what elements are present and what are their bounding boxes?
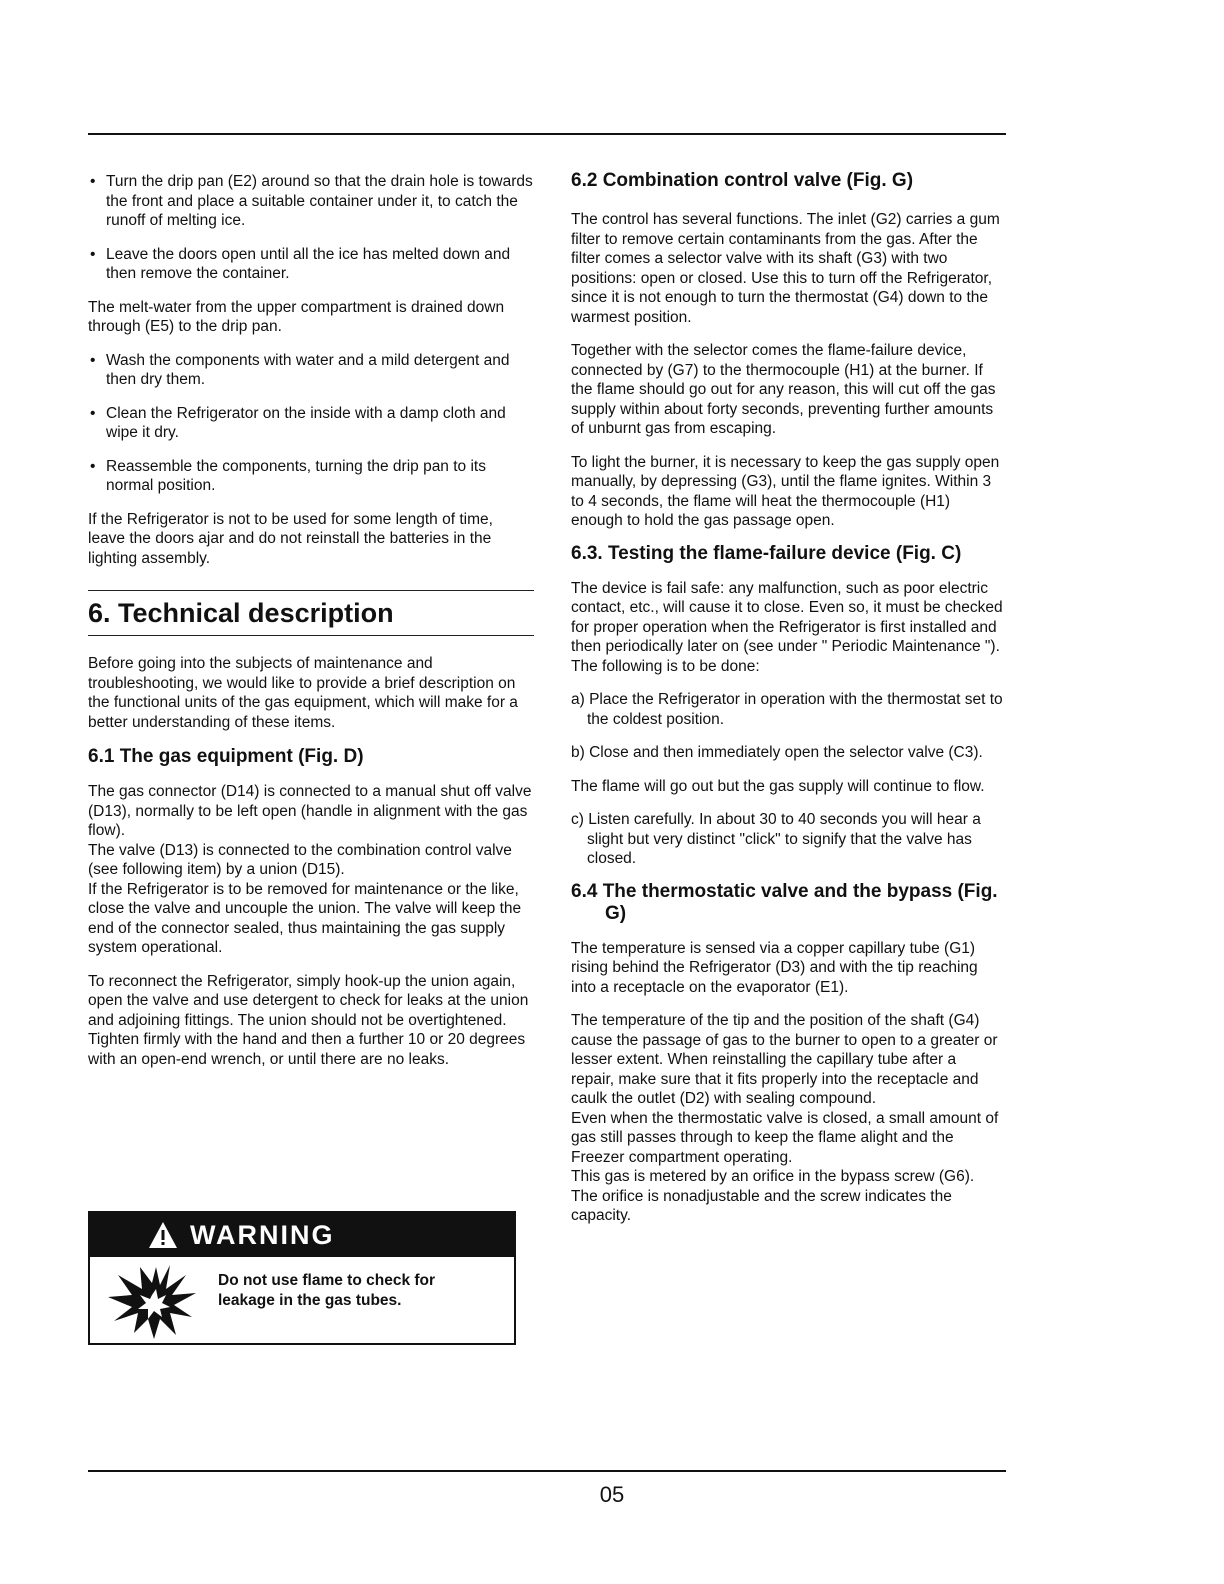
right-column xyxy=(571,170,1003,1226)
paragraph: The flame will go out but the gas supply will continue to flow. xyxy=(571,777,985,795)
paragraph: Even when the thermostatic valve is closed, a small amount of gas still passes through to keep the flame alight and the Freezer compartment operating. xyxy=(571,1109,999,1166)
warning-title: WARNING xyxy=(190,1219,335,1250)
step-c: c) Listen carefully. In about 30 to 40 seconds you will hear a slight but very distinct "click" to signify that the valve has closed. xyxy=(571,811,981,867)
step-a: a) Place the Refrigerator in operation with the thermostat set to the coldest position. xyxy=(571,691,1003,728)
warning-header xyxy=(90,1213,514,1257)
paragraph-meltwater: The melt-water from the upper compartment is drained down through (E5) to the drip pan. xyxy=(88,298,505,335)
paragraph: The gas connector (D14) is connected to a manual shut off valve (D13), normally to be left open (handle in alignment with the gas flow). xyxy=(88,783,532,839)
heading-6-1: 6.1 The gas equipment (Fig. D) xyxy=(88,746,364,767)
paragraph-intro: Before going into the subjects of maintenance and troubleshooting, we would like to provide a brief description on the functional units of the gas equipment, which will make for a better understanding of these items. xyxy=(88,655,518,731)
paragraph: If the Refrigerator is to be removed for maintenance or the like, close the valve and uncouple the union. The valve will keep the end of the connector sealed, thus maintaining the gas supply system operational. xyxy=(88,880,522,956)
left-column xyxy=(88,172,534,1083)
paragraph: The temperature is sensed via a copper capillary tube (G1) rising behind the Refrigerator (D3) and with the tip reaching into a receptacle on the evaporator (E1). xyxy=(571,939,978,996)
page-number: 05 xyxy=(599,1482,625,1507)
paragraph: To reconnect the Refrigerator, simply hook-up the union again, open the valve and use detergent to check for leaks at the union and adjoining fittings. The union should not be overtightened. Tighten firmly with the hand and then a further 10 or 20 degrees with an open-end wrench, or until there are no leaks. xyxy=(88,972,529,1068)
list-item: • Turn the drip pan (E2) around so that the drain hole is towards the front and place a suitable container under it, to catch the runoff of melting ice. xyxy=(88,172,534,231)
section-title-box xyxy=(88,590,534,636)
paragraph: The device is fail safe: any malfunction, such as poor electric contact, etc., will cause it to close. Even so, it must be checked for proper operation when the Refrigerator is first installed and then periodically later on (see under " Periodic Maintenance "). The following is to be done: xyxy=(571,579,1003,675)
bottom-rule xyxy=(88,1470,1006,1472)
heading-6-4: 6.4 The thermostatic valve and the bypass (Fig. G) xyxy=(571,880,998,924)
heading-6-3: 6.3. Testing the flame-failure device (Fig. C) xyxy=(571,542,962,564)
list-item: • Wash the components with water and a mild detergent and then dry them. xyxy=(88,351,534,390)
heading-6-2: 6.2 Combination control valve (Fig. G) xyxy=(571,170,914,191)
step-b: b) Close and then immediately open the selector valve (C3). xyxy=(571,744,983,761)
list-item: • Clean the Refrigerator on the inside with a damp cloth and wipe it dry. xyxy=(88,404,534,443)
top-rule xyxy=(88,133,1006,135)
paragraph: The temperature of the tip and the position of the shaft (G4) cause the passage of gas to the burner to open to a greater or lesser extent. When reinstalling the capillary tube after a repair, make sure that it fits properly into the receptacle and caulk the outlet (D2) with sealing compound. xyxy=(571,1012,998,1107)
paragraph: To light the burner, it is necessary to keep the gas supply open manually, by depressing (G3), until the flame ignites. Within 3 to 4 seconds, the flame will heat the thermocouple (H1) enough to hold the gas passage open. xyxy=(571,453,1000,529)
paragraph: This gas is metered by an orifice in the bypass screw (G6). The orifice is nonadjustable and the screw indicates the capacity. xyxy=(571,1168,975,1224)
warning-text: Do not use flame to check for leakage in the gas tubes. xyxy=(218,1272,436,1309)
explosion-icon xyxy=(106,1263,198,1341)
paragraph: The valve (D13) is connected to the combination control valve (see following item) by a union (D15). xyxy=(88,841,512,878)
section-title: 6. Technical description xyxy=(88,598,394,628)
paragraph-storage: If the Refrigerator is not to be used for some length of time, leave the doors ajar and do not reinstall the batteries in the lighting assembly. xyxy=(88,510,493,567)
list-item: • Leave the doors open until all the ice has melted down and then remove the container. xyxy=(88,245,534,284)
warning-box xyxy=(88,1211,516,1345)
paragraph: Together with the selector comes the flame-failure device, connected by (G7) to the thermocouple (H1) at the burner. If the flame should go out for any reason, this will cut off the gas supply within about forty seconds, preventing further amounts of unburnt gas from escaping. xyxy=(571,342,996,437)
paragraph: The control has several functions. The inlet (G2) carries a gum filter to remove certain contaminants from the gas. After the filter comes a selector valve with its shaft (G3) with two positions: open or closed. Use this to turn off the Refrigerator, since it is not enough to turn the thermostat (G4) down to the warmest position. xyxy=(571,211,1000,326)
warning-triangle-icon xyxy=(148,1221,178,1249)
list-item: • Reassemble the components, turning the drip pan to its normal position. xyxy=(88,457,534,496)
